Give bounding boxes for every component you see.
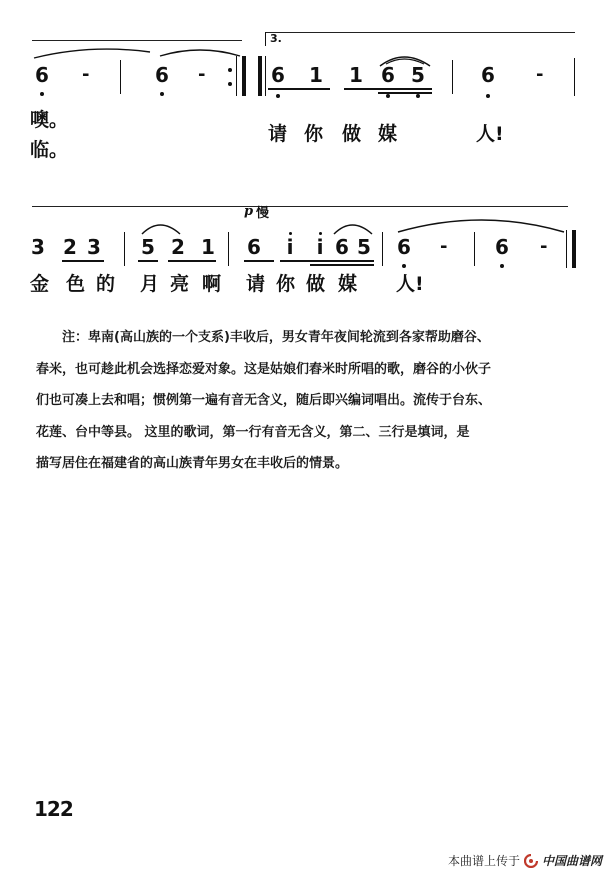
note: 3 <box>31 235 45 259</box>
lyric-syllable: 媒 <box>338 273 358 295</box>
lower-octave-dot <box>500 264 504 268</box>
lyric-syllable: 的 <box>96 273 116 295</box>
thick-barline <box>258 56 262 96</box>
repeat-dot <box>228 68 232 72</box>
dash: - <box>198 64 206 85</box>
dynamic-mark: p <box>244 204 254 219</box>
slur <box>330 218 378 236</box>
lower-octave-dot <box>386 94 390 98</box>
annotation-line: 描写居住在福建省的高山族青年男女在丰收后的情景。 <box>36 456 349 471</box>
lyric-syllable: 做 <box>306 273 326 295</box>
lyric-syllable: 色 <box>66 273 86 295</box>
note: 6 <box>271 63 285 87</box>
lyric-syllable: 你 <box>304 123 324 145</box>
dash: - <box>540 236 548 257</box>
eighth-underline <box>280 260 374 262</box>
note: 6 <box>35 63 49 87</box>
lyric-syllable: 啊 <box>202 273 222 295</box>
annotation-line: 春米，也可趁此机会选择恋爱对象。这是姑娘们舂米时所唱的歌，磨谷的小伙子 <box>36 361 492 377</box>
barline <box>120 60 121 94</box>
lyric-syllable: 亮 <box>170 273 190 295</box>
barline <box>474 232 475 266</box>
eighth-underline <box>62 260 104 262</box>
lower-octave-dot <box>416 94 420 98</box>
dash: - <box>82 64 90 85</box>
note: 2 <box>63 235 77 259</box>
lyric-syllable: 人! <box>396 273 424 295</box>
barline <box>574 58 575 96</box>
barline <box>124 232 125 266</box>
note: 3 <box>87 235 101 259</box>
sixteenth-underline <box>310 264 374 266</box>
dash: - <box>536 64 544 85</box>
lyric-line1: 噢。 <box>30 109 69 131</box>
upper-octave-dot <box>319 232 322 235</box>
annotation-line: 注：卑南(高山族的一个支系)丰收后，男女青年夜间轮流到各家帮助磨谷、 <box>62 330 490 345</box>
staff-top-line <box>32 40 242 41</box>
eighth-underline <box>138 260 158 262</box>
note: 6 <box>381 63 395 87</box>
lower-octave-dot <box>40 92 44 96</box>
score-system-2 <box>0 196 614 306</box>
annotation-line: 花莲、台中等县。 这里的歌词，第一行有音无含义，第二、三行是填词，是 <box>36 424 470 440</box>
thick-barline <box>242 56 246 96</box>
barline <box>228 232 229 266</box>
note: 6 <box>495 235 509 259</box>
site-logo-icon <box>524 854 538 868</box>
volta-number: 3. <box>270 32 282 45</box>
note: i <box>286 235 294 259</box>
lower-octave-dot <box>402 264 406 268</box>
lyric-syllable: 做 <box>342 123 362 145</box>
note: 2 <box>171 235 185 259</box>
barline <box>382 232 383 266</box>
annotation-line: 们也可凑上去和唱；惯例第一遍有音无含义，随后即兴编词唱出。流传于台东、 <box>36 393 492 408</box>
eighth-underline <box>344 88 432 90</box>
slur <box>392 214 572 236</box>
lower-octave-dot <box>276 94 280 98</box>
note: 6 <box>335 235 349 259</box>
lyric-syllable: 媒 <box>378 123 398 145</box>
dash: - <box>440 236 448 257</box>
staff-top-line <box>32 206 568 207</box>
score-system-1 <box>0 20 614 160</box>
sixteenth-underline <box>378 92 432 94</box>
slur <box>138 218 188 236</box>
footer-text: 本曲谱上传于 <box>447 854 520 868</box>
repeat-dot <box>228 82 232 86</box>
lyric-line2: 临。 <box>30 139 69 161</box>
barline <box>452 60 453 94</box>
page-number: 122 <box>34 797 73 821</box>
footer-watermark <box>448 852 602 869</box>
lyric-syllable: 人! <box>476 123 504 145</box>
upper-octave-dot <box>289 232 292 235</box>
site-brand: 中国曲谱网 <box>541 854 602 868</box>
lyric-syllable: 你 <box>276 273 296 295</box>
lower-octave-dot <box>486 94 490 98</box>
note: 5 <box>411 63 425 87</box>
eighth-underline <box>244 260 274 262</box>
final-barline <box>572 230 576 268</box>
eighth-underline <box>268 88 330 90</box>
note: 6 <box>155 63 169 87</box>
note: i <box>316 235 324 259</box>
barline <box>265 56 266 96</box>
note: 5 <box>357 235 371 259</box>
lyric-syllable: 金 <box>30 273 50 295</box>
slur <box>30 42 260 62</box>
volta-bracket-line <box>265 32 575 33</box>
note: 1 <box>201 235 215 259</box>
volta-bracket-hook <box>265 32 266 46</box>
note: 6 <box>247 235 261 259</box>
annotation-paragraph <box>36 322 582 480</box>
note: 1 <box>309 63 323 87</box>
lower-octave-dot <box>160 92 164 96</box>
lyric-syllable: 请 <box>268 123 288 145</box>
slur <box>376 50 436 68</box>
eighth-underline <box>168 260 216 262</box>
lyric-syllable: 月 <box>140 273 160 295</box>
note: 1 <box>349 63 363 87</box>
tempo-mark: 慢 <box>256 206 270 221</box>
note: 5 <box>141 235 155 259</box>
note: 6 <box>481 63 495 87</box>
note: 6 <box>397 235 411 259</box>
barline <box>236 56 237 96</box>
lyric-syllable: 请 <box>246 273 266 295</box>
